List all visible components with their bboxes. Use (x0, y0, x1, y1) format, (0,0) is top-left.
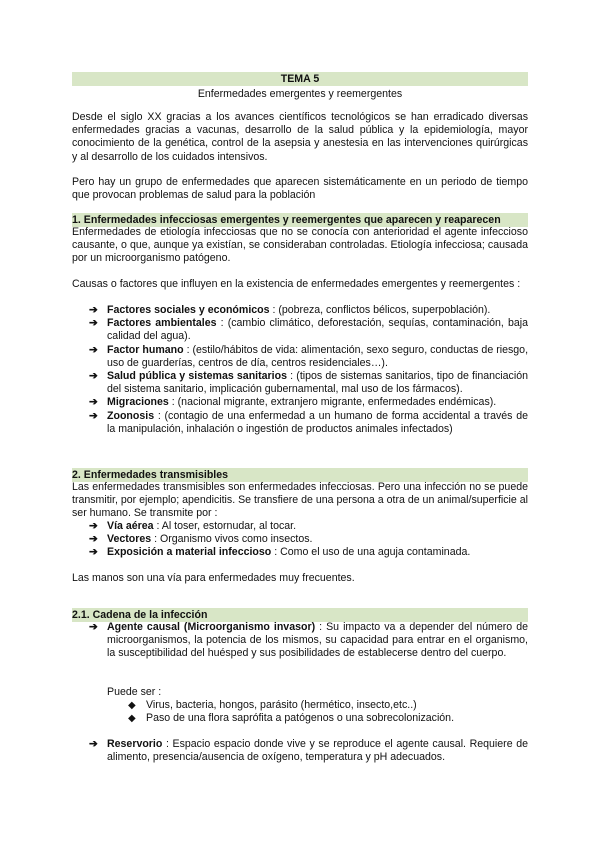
list-item-term: Vectores (107, 533, 152, 546)
list-item-text: : Su impacto va a depender del número de microorganismos, la potencia de los mismos, su capacidad para entrar en el organismo, la susceptibilidad del huésped y sus posibilidades de establecerse dentro del cuerpo. (107, 621, 528, 660)
puede-ser-label: Puede ser : (107, 686, 162, 698)
list-item (89, 317, 528, 343)
transmission-list (89, 520, 528, 560)
list-item-term: Migraciones (107, 396, 169, 409)
list-item (89, 621, 528, 661)
list-item-term: Vía aérea (107, 520, 154, 532)
intro-paragraph-2: Pero hay un grupo de enfermedades que aparecen sistemáticamente en un periodo de tiempo que provocan problemas de salud para la población (72, 176, 528, 202)
list-item (89, 520, 528, 533)
list-item-text: : (cambio climático, deforestación, sequías, contaminación, baja calidad del agua). (107, 317, 528, 343)
arrow-icon: ➔ (89, 304, 98, 316)
list-item-text: : Organismo vivos como insectos. (151, 533, 313, 546)
list-item-text: : Al toser, estornudar, al tocar. (153, 520, 297, 532)
list-item-term: Reservorio (107, 738, 163, 750)
list-item-text: : Espacio espacio donde vive y se reproduce el agente causal. Requiere de alimento, presencia/ausencia de oxígeno, temperatura y pH adecuados. (107, 738, 528, 764)
list-item-text: : (nacional migrante, extranjero migrante, enfermedades endémicas). (168, 396, 497, 409)
document-subtitle: Enfermedades emergentes y reemergentes (197, 88, 403, 100)
list-item (89, 370, 528, 396)
arrow-icon: ➔ (89, 533, 98, 546)
list-item-term: Exposición a material infeccioso (107, 546, 272, 559)
diamond-bullet-icon: ◆ (128, 713, 136, 725)
section-1-heading: 1. Enfermedades infecciosas emergentes y reemergentes que aparecen y reaparecen (72, 213, 528, 227)
section-2-heading: 2. Enfermedades transmisibles (72, 468, 528, 482)
list-item (89, 546, 528, 559)
arrow-icon: ➔ (89, 738, 98, 750)
document-title: TEMA 5 (72, 72, 528, 86)
intro-paragraph-1: Desde el siglo XX gracias a los avances científicos tecnológicos se han erradicado diversas enfermedades gracias a vacunas, desarrollo de la salud pública y la epidemiología, mayor conocimiento de la genética, control de la asepsia y anestesia en las intervenciones quirúrgicas y al desarrollo de los cuidados intensivos. (72, 111, 528, 163)
diamond-bullet-icon: ◆ (128, 700, 136, 711)
list-item-text: Virus, bacteria, hongos, parásito (hermético, insecto,etc..) (146, 699, 417, 711)
list-item (89, 533, 528, 546)
list-item (89, 410, 528, 436)
list-item-text: : Como el uso de una aguja contaminada. (271, 546, 471, 559)
infection-chain-reservoir-list (89, 738, 528, 764)
list-item (89, 304, 528, 317)
arrow-icon: ➔ (89, 409, 98, 422)
list-item-term: Zoonosis (107, 409, 155, 422)
list-item-text: : (pobreza, conflictos bélicos, superpoblación). (269, 304, 491, 316)
list-item-text: Paso de una flora saprófita a patógenos o una sobrecolonización. (146, 712, 455, 725)
list-item-text: : (estilo/hábitos de vida: alimentación, sexo seguro, conductas de riesgo, uso de guarderías, centros de día, centros residenciales…). (107, 343, 529, 369)
list-item (89, 738, 528, 764)
list-item-term: Factores ambientales (107, 317, 217, 330)
section-2-paragraph-2: Las manos son una vía para enfermedades muy frecuentes. (72, 572, 355, 584)
factors-list (89, 304, 528, 436)
arrow-icon: ➔ (89, 343, 98, 356)
agent-types-list (128, 699, 528, 725)
list-item-term: Factores sociales y económicos (107, 304, 270, 316)
list-item (128, 699, 528, 712)
arrow-icon: ➔ (89, 520, 98, 532)
list-item-term: Factor humano (107, 343, 184, 356)
list-item (89, 344, 528, 370)
arrow-icon: ➔ (89, 396, 98, 409)
arrow-icon: ➔ (89, 317, 98, 330)
list-item (89, 396, 528, 409)
arrow-icon: ➔ (89, 621, 98, 633)
section-1-paragraph-1: Enfermedades de etiología infecciosas que no se conocía con anterioridad el agente infeccioso causante, o que, aunque ya existían, se consideraban controladas. Etiología infecciosa; causada por un microorganismo patógeno. (72, 226, 528, 265)
arrow-icon: ➔ (89, 546, 98, 559)
list-item-text: : (contagio de una enfermedad a un humano de forma accidental a través de la manipulación, inhalación o ingestión de productos animales infectados) (107, 409, 528, 435)
list-item-term: Salud pública y sistemas sanitarios (107, 370, 287, 383)
section-2-paragraph-1: Las enfermedades transmisibles son enfermedades infecciosas. Pero una infección no se puede transmitir, por ejemplo; apendicitis. Se transfiere de una persona a otra de un animal/superficie al ser humano. Se transmite por : (72, 481, 528, 520)
list-item-text: : (tipos de sistemas sanitarios, tipo de financiación del sistema sanitario, implicación gubernamental, mal uso de los fármacos). (107, 370, 528, 396)
infection-chain-agent-list (89, 621, 528, 661)
section-1-paragraph-2: Causas o factores que influyen en la existencia de enfermedades emergentes y reemergentes : (72, 278, 521, 290)
arrow-icon: ➔ (89, 370, 98, 383)
list-item (128, 712, 528, 725)
section-2-1-heading: 2.1. Cadena de la infección (72, 608, 528, 622)
list-item-term: Agente causal (Microorganismo invasor) (107, 621, 316, 633)
